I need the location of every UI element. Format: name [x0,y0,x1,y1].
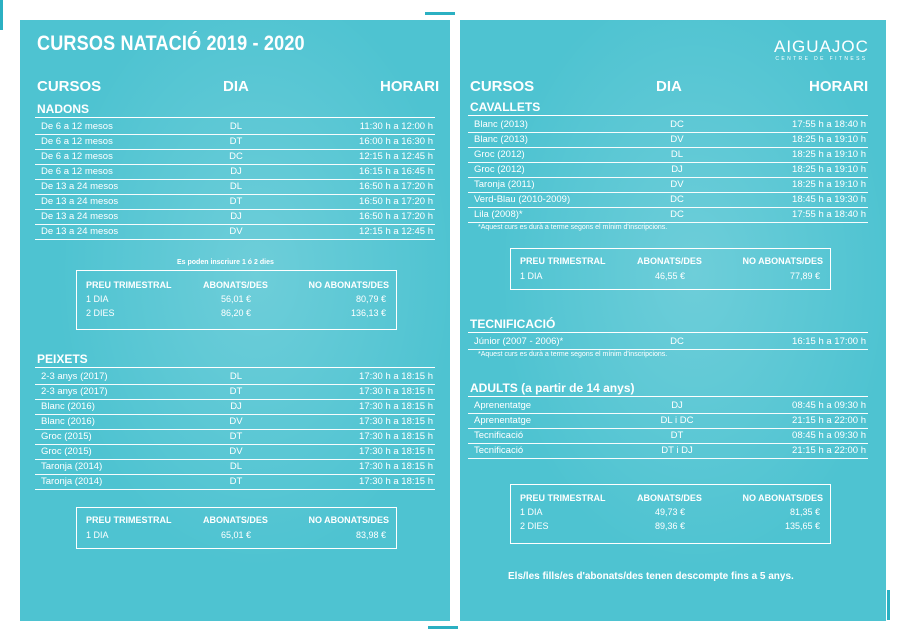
course-name: Blanc (2013) [474,119,528,130]
course-hours: 18:25 h a 19:10 h [792,134,866,145]
table-row [35,369,435,385]
section-title-peixets: PEIXETS [37,352,88,366]
nadons-note: Es poden inscriure 1 ó 2 dies [177,259,274,266]
course-name: 2-3 anys (2017) [41,371,108,382]
course-name: Blanc (2016) [41,401,95,412]
course-name: Groc (2012) [474,164,525,175]
course-day: DT [229,196,243,207]
course-name: De 6 a 12 mesos [41,136,113,147]
course-hours: 08:45 h a 09:30 h [792,400,866,411]
col-header-schedule: HORARI [809,78,869,95]
price-header-members: ABONATS/DES [203,280,268,290]
price-row-members: 49,73 € [655,507,686,517]
course-hours: 18:25 h a 19:10 h [792,149,866,160]
price-header-non-members: NO ABONATS/DES [308,515,389,525]
table-row [468,207,868,223]
tecnificacio-note: *Aquest curs es durà a terme segons el mínim d'inscripcions. [478,351,668,358]
table-row [35,149,435,165]
price-row-members: 46,55 € [655,271,686,281]
section-divider [468,396,868,397]
table-row [35,209,435,225]
price-header-non-members: NO ABONATS/DES [308,280,389,290]
course-hours: 08:45 h a 09:30 h [792,430,866,441]
section-divider [468,115,868,116]
col-header-schedule: HORARI [380,78,440,95]
course-hours: 21:15 h a 22:00 h [792,415,866,426]
course-hours: 17:30 h a 18:15 h [359,386,433,397]
course-name: Taronja (2011) [474,179,535,190]
course-day: DJ [671,400,683,411]
price-row-non-members: 77,89 € [789,271,820,281]
course-hours: 16:15 h a 16:45 h [359,166,433,177]
course-hours: 16:50 h a 17:20 h [359,211,433,222]
table-row [468,147,868,163]
course-name: Groc (2015) [41,431,92,442]
price-row-label: 1 DIA [520,271,543,281]
table-row [35,459,435,475]
corner-mark [887,590,890,620]
table-row [468,413,868,429]
cavallets-note: *Aquest curs es durà a terme segons el mínim d'inscripcions. [478,224,668,231]
course-day: DV [229,226,243,237]
brand-logo-name: AIGUAJOC [774,37,869,56]
price-row-members: 86,20 € [221,308,252,318]
course-day: DC [670,119,684,130]
table-row [468,132,868,148]
price-header-non-members: NO ABONATS/DES [742,493,823,503]
course-day: DT [229,386,243,397]
course-day: DL [229,121,243,132]
col-header-day: DIA [656,78,682,95]
table-row [35,164,435,180]
course-hours: 16:15 h a 17:00 h [792,336,866,347]
peixets-price-table [76,507,397,549]
course-name: Lila (2008)* [474,209,523,220]
course-hours: 17:30 h a 18:15 h [359,371,433,382]
price-header-label: PREU TRIMESTRAL [520,493,606,503]
table-row [35,224,435,240]
section-divider [35,367,435,368]
price-row-non-members: 81,35 € [789,507,820,517]
table-row [35,429,435,445]
price-header-label: PREU TRIMESTRAL [86,515,172,525]
course-hours: 17:30 h a 18:15 h [359,476,433,487]
course-day: DV [670,179,684,190]
course-day: DV [229,446,243,457]
course-name: De 13 a 24 mesos [41,196,119,207]
price-row-non-members: 135,65 € [784,521,820,531]
course-day: DT [670,430,684,441]
table-row [468,398,868,414]
corner-mark [428,626,458,629]
course-day: DV [670,134,684,145]
course-name: Groc (2015) [41,446,92,457]
price-row-members: 65,01 € [221,530,252,540]
course-hours: 16:50 h a 17:20 h [359,181,433,192]
price-header-label: PREU TRIMESTRAL [86,280,172,290]
col-header-courses: CURSOS [470,78,535,95]
price-row-members: 56,01 € [221,294,252,304]
table-row [35,474,435,490]
course-name: De 13 a 24 mesos [41,226,119,237]
course-name: Blanc (2016) [41,416,95,427]
table-row [35,384,435,400]
course-hours: 21:15 h a 22:00 h [792,445,866,456]
course-name: Aprenentatge [474,400,532,411]
course-name: Groc (2012) [474,149,525,160]
course-day: DC [670,209,684,220]
col-header-day: DIA [223,78,249,95]
course-day: DT [229,431,243,442]
table-row [468,443,868,459]
price-row-non-members: 83,98 € [355,530,386,540]
course-day: DJ [230,401,242,412]
course-day: DJ [230,166,242,177]
course-name: De 13 a 24 mesos [41,181,119,192]
course-day: DL [229,461,243,472]
table-row [35,119,435,135]
course-day: DT [229,136,243,147]
course-hours: 18:45 h a 19:30 h [792,194,866,205]
course-day: DJ [230,211,242,222]
price-row-members: 89,36 € [655,521,686,531]
table-row [468,177,868,193]
course-hours: 11:30 h a 12:00 h [359,121,433,132]
price-row-label: 2 DIES [86,308,115,318]
table-row [35,399,435,415]
course-hours: 12:15 h a 12:45 h [359,151,433,162]
course-name: De 13 a 24 mesos [41,211,119,222]
course-name: Taronja (2014) [41,461,103,472]
corner-mark [0,0,3,30]
table-row [468,192,868,208]
col-header-courses: CURSOS [37,78,102,95]
right-page [460,20,886,621]
course-hours: 18:25 h a 19:10 h [792,179,866,190]
price-row-label: 1 DIA [520,507,543,517]
course-name: De 6 a 12 mesos [41,121,113,132]
footer-discount-note: Els/les fills/es d'abonats/des tenen descompte fins a 5 anys. [508,571,794,582]
price-header-members: ABONATS/DES [637,256,702,266]
page-title: CURSOS NATACIÓ 2019 - 2020 [37,32,305,55]
course-name: Júnior (2007 - 2006)* [474,336,564,347]
course-name: Aprenentatge [474,415,532,426]
course-day: DT i DJ [661,445,693,456]
table-row [468,117,868,133]
price-row-non-members: 80,79 € [355,294,386,304]
course-day: DL [670,149,684,160]
course-hours: 17:30 h a 18:15 h [359,446,433,457]
table-row [35,194,435,210]
course-day: DT [229,476,243,487]
price-row-non-members: 136,13 € [350,308,386,318]
price-header-label: PREU TRIMESTRAL [520,256,606,266]
course-day: DL [229,371,243,382]
corner-mark [425,12,455,15]
course-hours: 16:00 h a 16:30 h [359,136,433,147]
table-row [468,428,868,444]
course-day: DL [229,181,243,192]
price-row-label: 1 DIA [86,530,109,540]
section-title-adults: ADULTS (a partir de 14 anys) [470,381,635,395]
course-name: Tecnificació [474,430,524,441]
course-hours: 18:25 h a 19:10 h [792,164,866,175]
course-day: DC [670,336,684,347]
table-row [468,334,868,350]
course-name: Blanc (2013) [474,134,528,145]
course-hours: 17:55 h a 18:40 h [792,209,866,220]
table-row [35,179,435,195]
price-header-members: ABONATS/DES [637,493,702,503]
course-name: Taronja (2014) [41,476,103,487]
cavallets-price-table [510,248,831,290]
course-name: 2-3 anys (2017) [41,386,108,397]
course-hours: 17:30 h a 18:15 h [359,401,433,412]
course-hours: 12:15 h a 12:45 h [359,226,433,237]
table-row [468,162,868,178]
section-title-cavallets: CAVALLETS [470,100,541,114]
table-row [35,414,435,430]
brand-logo-subtitle: CENTRE DE FITNESS [775,56,868,62]
adults-price-table [510,484,831,544]
course-name: De 6 a 12 mesos [41,166,113,177]
price-row-label: 1 DIA [86,294,109,304]
price-header-non-members: NO ABONATS/DES [742,256,823,266]
course-day: DL i DC [660,415,694,426]
course-day: DV [229,416,243,427]
course-hours: 17:30 h a 18:15 h [359,431,433,442]
section-title-tecnificacio: TECNIFICACIÓ [470,317,556,331]
price-header-members: ABONATS/DES [203,515,268,525]
course-hours: 17:30 h a 18:15 h [359,461,433,472]
course-hours: 17:55 h a 18:40 h [792,119,866,130]
left-page [20,20,450,621]
course-name: Verd-Blau (2010-2009) [474,194,571,205]
table-row [35,444,435,460]
nadons-price-table [76,270,397,330]
course-day: DJ [671,164,683,175]
section-title-nadons: NADONS [37,102,90,116]
course-day: DC [670,194,684,205]
course-day: DC [229,151,243,162]
section-divider [35,117,435,118]
course-hours: 16:50 h a 17:20 h [359,196,433,207]
course-name: Tecnificació [474,445,524,456]
brand-logo [774,38,869,63]
table-row [35,134,435,150]
course-hours: 17:30 h a 18:15 h [359,416,433,427]
section-divider [468,332,868,333]
course-name: De 6 a 12 mesos [41,151,113,162]
price-row-label: 2 DIES [520,521,549,531]
